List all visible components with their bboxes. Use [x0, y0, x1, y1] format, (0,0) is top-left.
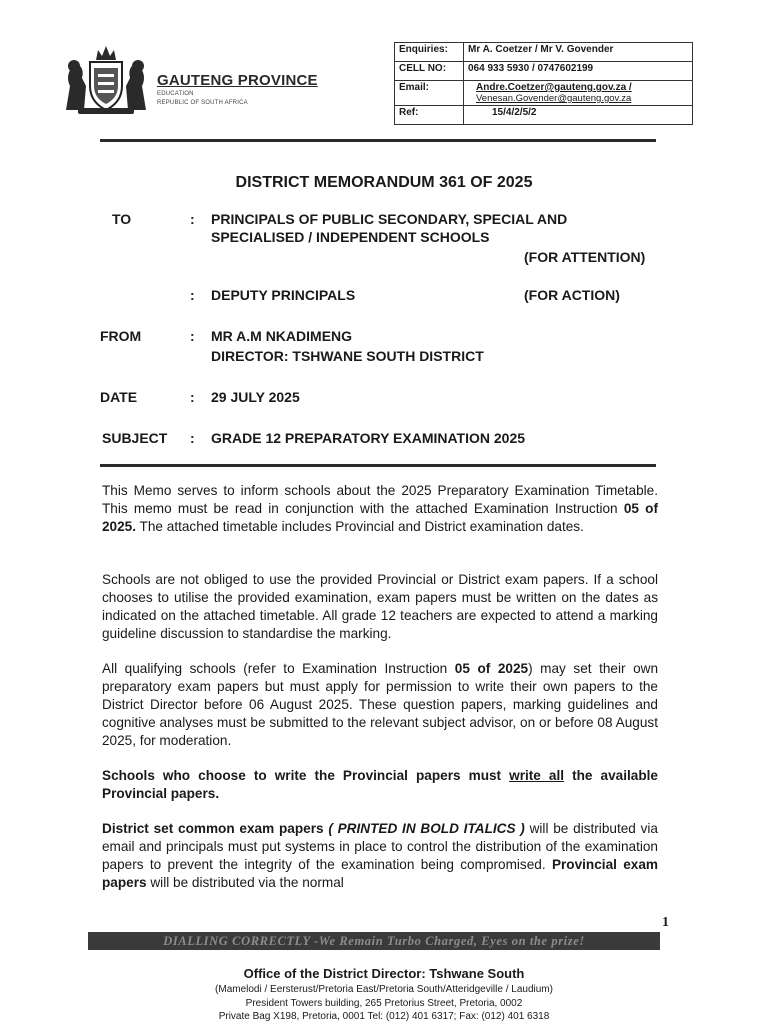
- subject-value: GRADE 12 PREPARATORY EXAMINATION 2025: [211, 430, 526, 446]
- paragraph-3: [102, 660, 658, 750]
- email-cell: [464, 81, 693, 106]
- enquiries-table: [394, 42, 693, 125]
- p5-printed-bold-italics: ( PRINTED IN BOLD ITALICS ): [328, 821, 525, 836]
- page-number: 1: [662, 915, 669, 930]
- from-colon: :: [190, 328, 195, 344]
- to2-colon: :: [190, 287, 195, 303]
- subject-colon: :: [190, 430, 195, 446]
- p5-provincial-papers: Provincial exam papers: [102, 857, 658, 890]
- p3-text-c: ) may set their own preparatory exam papers but must apply for permission to write their own papers to the District Director before 06 August 2025. These question papers, marking guidelines and cognitive analyses must be submitted to the relevant subject advisor, on or before 08 August 2025, for moderation.: [102, 661, 659, 748]
- paragraph-1: [102, 482, 658, 536]
- to-line-2: SPECIALISED / INDEPENDENT SCHOOLS: [211, 229, 490, 245]
- email-label: Email:: [395, 81, 464, 106]
- p3-text-a: All qualifying schools (refer to Examination Instruction: [102, 661, 455, 676]
- email-link-coetzer[interactable]: Andre.Coetzer@gauteng.gov.za /: [476, 82, 632, 93]
- slogan-banner: DIALLING CORRECTLY -We Remain Turbo Charged, Eyes on the prize!: [88, 932, 660, 950]
- date-colon: :: [190, 389, 195, 405]
- header-divider: [100, 139, 656, 142]
- cell-row: [395, 62, 693, 81]
- gauteng-coat-of-arms-logo: [60, 40, 152, 116]
- paragraph-2: Schools are not obliged to use the provided Provincial or District exam papers. If a school chooses to utilise the provided examination, exam papers must be written on the dates as indicated on the attached timetable. All grade 12 teachers are expected to attend a marking guideline discussion to standardise the marking.: [102, 572, 658, 641]
- p5-text-c: will be distributed via email and principals must put systems in place to control the distribution of the examination papers to prevent the integrity of the examination being compromised.: [102, 821, 658, 872]
- cell-value: 064 933 5930 / 0747602199: [464, 62, 693, 81]
- to-attention-note: (FOR ATTENTION): [524, 249, 646, 265]
- paragraph-5: [102, 820, 658, 892]
- org-name: GAUTENG PROVINCE: [157, 72, 318, 89]
- memo-header-divider: [100, 464, 656, 467]
- p5-district-papers: District set common exam papers: [102, 821, 329, 836]
- footer-contact: Private Bag X198, Pretoria, 0001 Tel: (012) 401 6317; Fax: (012) 401 6318: [218, 1011, 550, 1022]
- to-deputy-principals: DEPUTY PRINCIPALS: [211, 287, 356, 303]
- p1-instruction-ref: 05 of 2025.: [102, 501, 658, 534]
- ref-value: 15/4/2/5/2: [464, 106, 693, 125]
- ref-row: [395, 106, 693, 125]
- p5-text-e: will be distributed via the normal: [146, 875, 344, 890]
- date-value: 29 JULY 2025: [211, 389, 300, 405]
- enquiries-label: Enquiries:: [395, 43, 464, 62]
- p1-text-c: The attached timetable includes Provincial and District examination dates.: [136, 519, 584, 534]
- email-link-govender[interactable]: Venesan.Govender@gauteng.gov.za: [476, 93, 632, 104]
- paragraph-4: [102, 767, 658, 803]
- footer-address: President Towers building, 265 Pretorius Street, Pretoria, 0002: [245, 998, 523, 1009]
- to-colon: :: [190, 211, 195, 227]
- footer-areas: (Mamelodi / Eersterust/Pretoria East/Pretoria South/Atteridgeville / Laudium): [215, 984, 553, 995]
- p4-text-c: the available Provincial papers.: [102, 768, 658, 801]
- from-line-2: DIRECTOR: TSHWANE SOUTH DISTRICT: [211, 348, 484, 364]
- org-sub-education: EDUCATION: [157, 91, 194, 97]
- from-label: FROM: [100, 328, 142, 344]
- from-line-1: MR A.M NKADIMENG: [211, 328, 353, 344]
- p4-write-all: write all: [509, 768, 565, 783]
- p4-text-a: Schools who choose to write the Provincial papers must: [102, 768, 510, 783]
- ref-label: Ref:: [395, 106, 464, 125]
- memo-title: DISTRICT MEMORANDUM 361 OF 2025: [235, 174, 533, 191]
- subject-label: SUBJECT: [102, 430, 168, 446]
- p3-instruction-ref: 05 of 2025: [454, 661, 529, 676]
- email-row: [395, 81, 693, 106]
- org-sub-republic: REPUBLIC OF SOUTH AFRICA: [157, 100, 248, 106]
- p1-text-a: This Memo serves to inform schools about the 2025 Preparatory Examination Timetable. This memo must be read in conjunction with the attached Examination Instruction: [102, 483, 658, 516]
- cell-label: CELL NO:: [395, 62, 464, 81]
- date-label: DATE: [100, 389, 138, 405]
- footer-office-title: Office of the District Director: Tshwane South: [243, 966, 525, 981]
- enquiries-value: Mr A. Coetzer / Mr V. Govender: [464, 43, 693, 62]
- to-label: TO: [112, 211, 132, 227]
- to-line-1: PRINCIPALS OF PUBLIC SECONDARY, SPECIAL AND: [211, 211, 568, 227]
- to-action-note: (FOR ACTION): [524, 287, 620, 303]
- enquiries-row: [395, 43, 693, 62]
